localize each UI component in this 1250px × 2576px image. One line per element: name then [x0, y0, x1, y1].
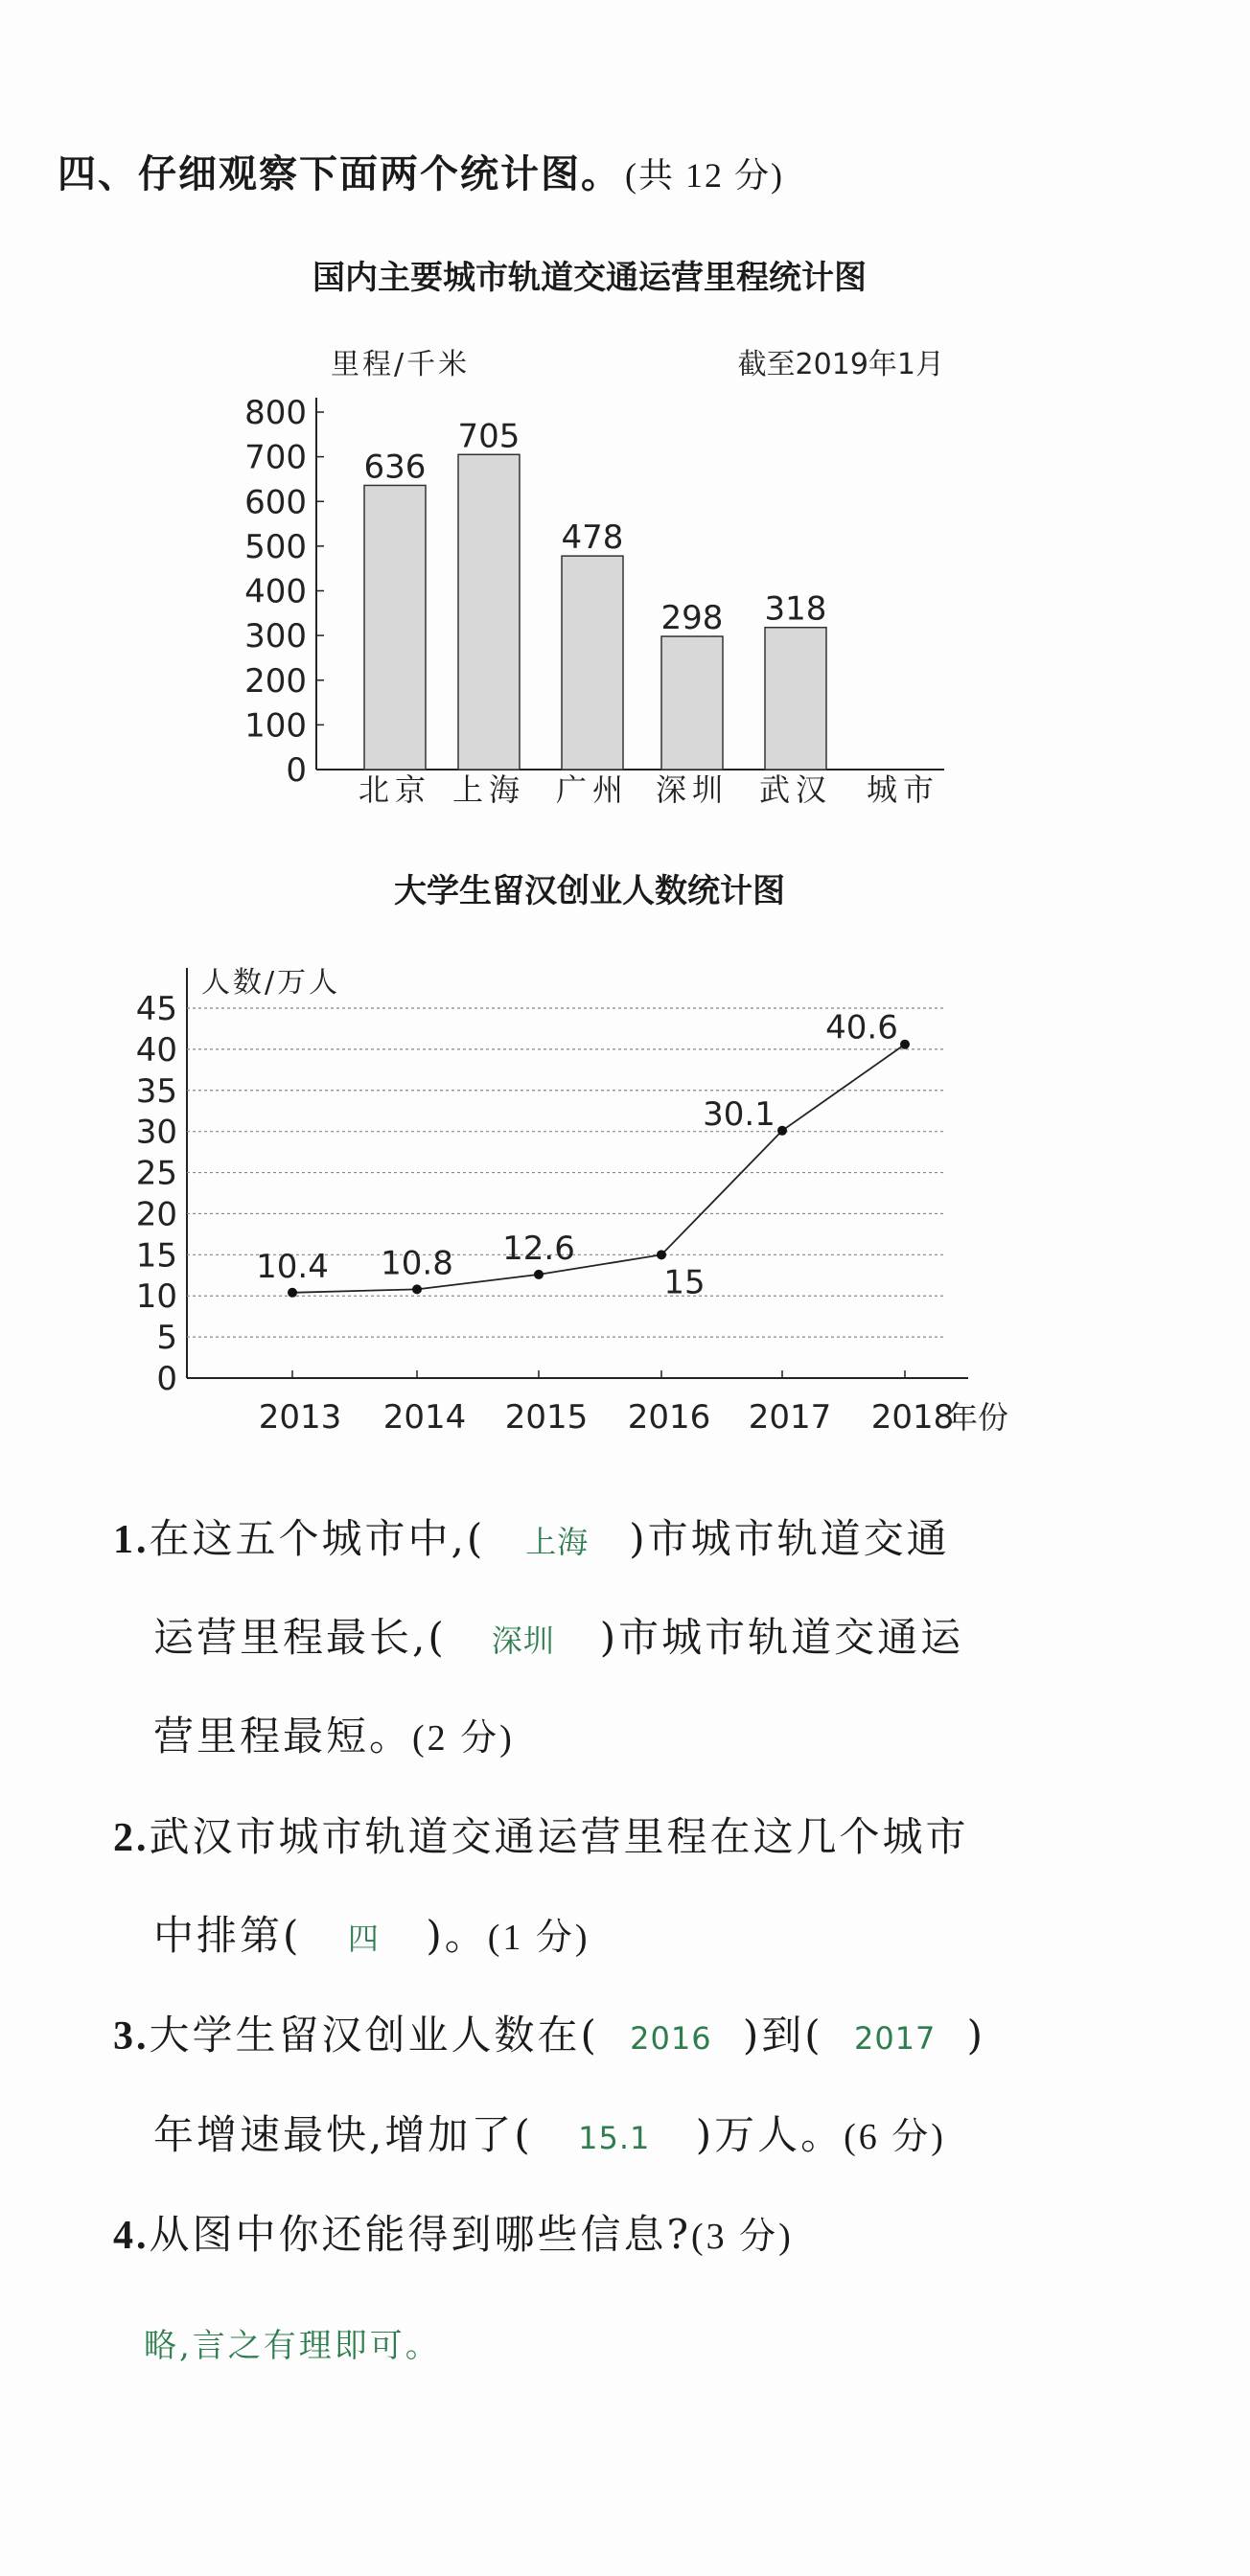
bar	[364, 485, 426, 770]
y-tick-label: 15	[135, 1236, 177, 1276]
bar	[562, 556, 623, 770]
question-text: 营里程最短。	[153, 1713, 413, 1760]
question-number: 4.	[113, 2214, 150, 2258]
section-points: (共 12 分)	[625, 156, 784, 195]
question-points: (3 分)	[691, 2217, 794, 2257]
line-chart	[0, 949, 1250, 1447]
y-tick-label: 500	[244, 527, 307, 566]
bar-value-label: 636	[363, 448, 427, 487]
section-title: 四、仔细观察下面两个统计图。	[58, 152, 621, 196]
section-heading	[58, 144, 784, 198]
y-tick-label: 700	[244, 438, 307, 477]
y-tick-label: 600	[244, 483, 307, 522]
y-axis-label: 人数/万人	[201, 966, 341, 1000]
question-points: (1 分)	[487, 1918, 590, 1958]
question-text: )。	[426, 1912, 488, 1959]
bar	[661, 636, 723, 770]
data-value-label: 10.4	[256, 1247, 329, 1286]
x-tick-label: 2017	[748, 1398, 832, 1437]
answer-blank[interactable]: 上海	[525, 1524, 590, 1560]
question-3-line-2	[153, 2112, 946, 2161]
y-tick-label: 25	[135, 1154, 177, 1193]
y-tick-label: 0	[156, 1360, 177, 1398]
bar-value-label: 298	[660, 599, 724, 638]
y-tick-label: 0	[286, 751, 307, 790]
x-tick-label: 2015	[504, 1398, 589, 1437]
y-tick-label: 30	[135, 1113, 177, 1152]
question-1-line-2	[153, 1615, 963, 1664]
y-tick-label: 10	[135, 1277, 177, 1317]
answer-blank[interactable]: 15.1	[578, 2120, 651, 2156]
y-tick-label: 200	[244, 661, 307, 701]
answer-blank[interactable]: 2016	[630, 2020, 712, 2057]
category-label: 上海	[451, 771, 526, 808]
question-text: )万人。	[695, 2111, 845, 2158]
y-tick-label: 100	[244, 706, 307, 746]
bar	[458, 454, 520, 770]
x-tick-label: 2016	[627, 1398, 711, 1437]
data-value-label: 15	[663, 1263, 706, 1302]
bar-value-label: 705	[457, 417, 521, 456]
question-text: )市城市轨道交通	[629, 1515, 950, 1562]
question-text: )到(	[742, 2012, 823, 2058]
y-tick-label: 800	[244, 394, 307, 432]
category-label: 武汉	[758, 771, 833, 808]
free-answer[interactable]: 略,言之有理即可。	[144, 2327, 441, 2365]
question-3	[113, 2012, 985, 2061]
question-text: 从图中你还能得到哪些信息?	[149, 2211, 692, 2258]
bar-chart-title: 国内主要城市轨道交通运营里程统计图	[312, 259, 867, 297]
y-tick-label: 45	[135, 990, 177, 1028]
x-axis-label: 年份	[946, 1399, 1009, 1436]
bar	[765, 628, 826, 770]
bar-value-label: 318	[764, 589, 827, 629]
x-tick-label: 2013	[258, 1398, 342, 1437]
bar-chart	[0, 326, 1250, 862]
y-tick-label: 35	[135, 1071, 177, 1111]
x-tick-label: 2018	[870, 1398, 955, 1437]
y-tick-label: 5	[156, 1319, 177, 1358]
question-text: 大学生留汉创业人数在(	[149, 2012, 599, 2058]
y-tick-label: 300	[244, 617, 307, 656]
chart-note: 截至2019年1月	[737, 348, 944, 381]
question-number: 1.	[113, 1518, 150, 1562]
question-text: 武汉市城市轨道交通运营里程在这几个城市	[149, 1813, 969, 1860]
category-label: 深圳	[655, 771, 729, 808]
data-value-label: 40.6	[825, 1008, 898, 1047]
y-tick-label: 20	[135, 1195, 177, 1234]
category-label: 广州	[555, 771, 630, 808]
question-text: 年增速最快,增加了(	[153, 2111, 533, 2158]
data-point	[900, 1040, 910, 1049]
question-1-line-3	[153, 1714, 515, 1761]
question-text: )市城市轨道交通运	[599, 1614, 964, 1661]
answer-blank[interactable]: 深圳	[491, 1622, 555, 1659]
question-text: 运营里程最长,(	[153, 1614, 447, 1661]
x-axis-label: 城市	[866, 771, 940, 808]
question-points: (6 分)	[844, 2117, 946, 2157]
data-value-label: 30.1	[703, 1094, 775, 1134]
question-text: 在这五个城市中,(	[149, 1515, 486, 1562]
bar-value-label: 478	[561, 518, 624, 558]
question-4	[113, 2212, 794, 2260]
y-tick-label: 400	[244, 572, 307, 611]
question-points: (2 分)	[412, 1718, 515, 1759]
data-point	[412, 1284, 422, 1294]
line-chart-title: 大学生留汉创业人数统计图	[394, 872, 785, 910]
question-number: 3.	[113, 2014, 150, 2058]
question-2	[113, 1814, 969, 1861]
data-point	[534, 1270, 544, 1279]
y-tick-label: 40	[135, 1030, 177, 1070]
data-point	[777, 1126, 787, 1136]
question-number: 2.	[113, 1816, 150, 1860]
y-axis-label: 里程/千米	[331, 348, 471, 381]
data-value-label: 12.6	[502, 1229, 575, 1268]
data-point	[288, 1288, 297, 1298]
question-text: )	[966, 2012, 986, 2058]
question-2-line-2	[153, 1913, 590, 1962]
x-tick-label: 2014	[382, 1398, 467, 1437]
question-1	[113, 1516, 950, 1565]
data-value-label: 10.8	[381, 1244, 453, 1283]
answer-blank[interactable]: 2017	[853, 2020, 937, 2057]
data-point	[657, 1250, 666, 1259]
question-text: 中排第(	[153, 1912, 302, 1959]
answer-blank[interactable]: 四	[347, 1920, 380, 1957]
category-label: 北京	[358, 771, 432, 808]
